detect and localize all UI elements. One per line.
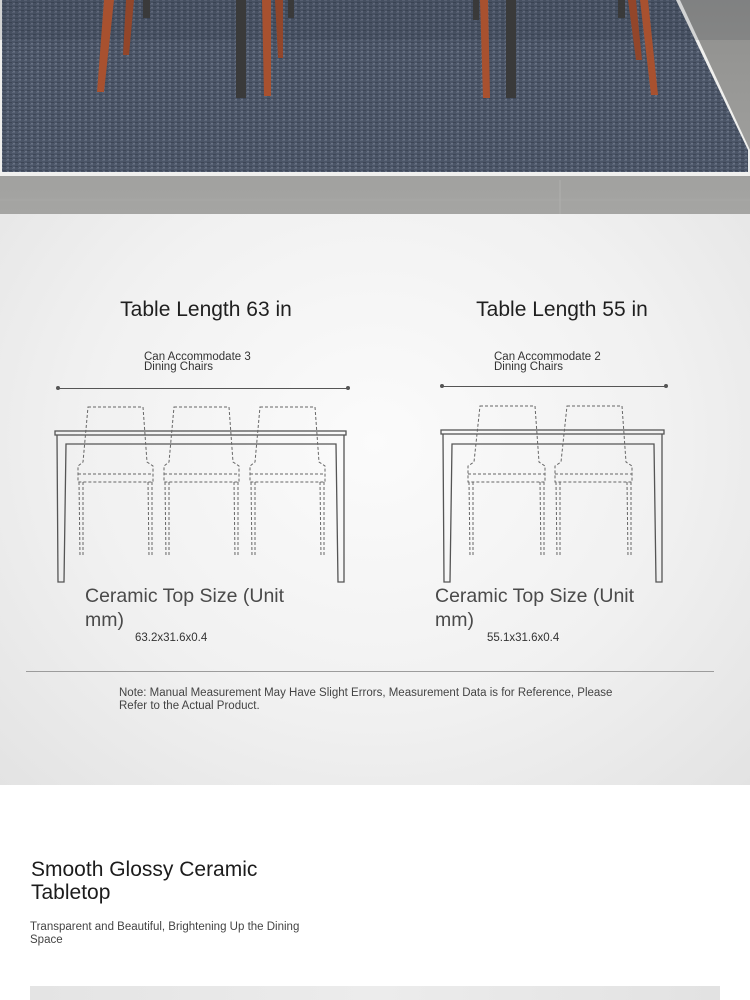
right-table-title: Table Length 55 in bbox=[476, 298, 648, 321]
product-photo bbox=[0, 0, 750, 214]
right-size-value: 55.1x31.6x0.4 bbox=[487, 632, 560, 644]
left-dimension-line bbox=[58, 388, 348, 389]
feature-image bbox=[30, 986, 720, 1000]
left-size-value: 63.2x31.6x0.4 bbox=[135, 632, 208, 644]
feature-subtitle: Transparent and Beautiful, Brightening Up the Dining Space bbox=[30, 921, 300, 946]
left-chair-capacity: Can Accommodate 3 Dining Chairs bbox=[144, 351, 251, 373]
measurement-note: Note: Manual Measurement May Have Slight Errors, Measurement Data is for Reference, Please Refer to the Actual Product. bbox=[119, 687, 613, 712]
left-table-drawing bbox=[50, 400, 355, 585]
left-size-label: Ceramic Top Size (Unit mm) bbox=[85, 585, 285, 631]
section-divider bbox=[26, 671, 714, 672]
right-dimension-line bbox=[442, 386, 666, 387]
feature-title: Smooth Glossy Ceramic Tabletop bbox=[31, 858, 258, 904]
left-table-title: Table Length 63 in bbox=[120, 298, 292, 321]
dining-room-photo bbox=[0, 0, 750, 214]
left-dimension-end bbox=[346, 386, 350, 390]
dimensions-panel bbox=[0, 214, 750, 785]
right-dimension-end bbox=[664, 384, 668, 388]
right-chair-capacity: Can Accommodate 2 Dining Chairs bbox=[494, 351, 601, 373]
right-size-label: Ceramic Top Size (Unit mm) bbox=[435, 585, 635, 631]
right-table-drawing bbox=[436, 400, 671, 585]
